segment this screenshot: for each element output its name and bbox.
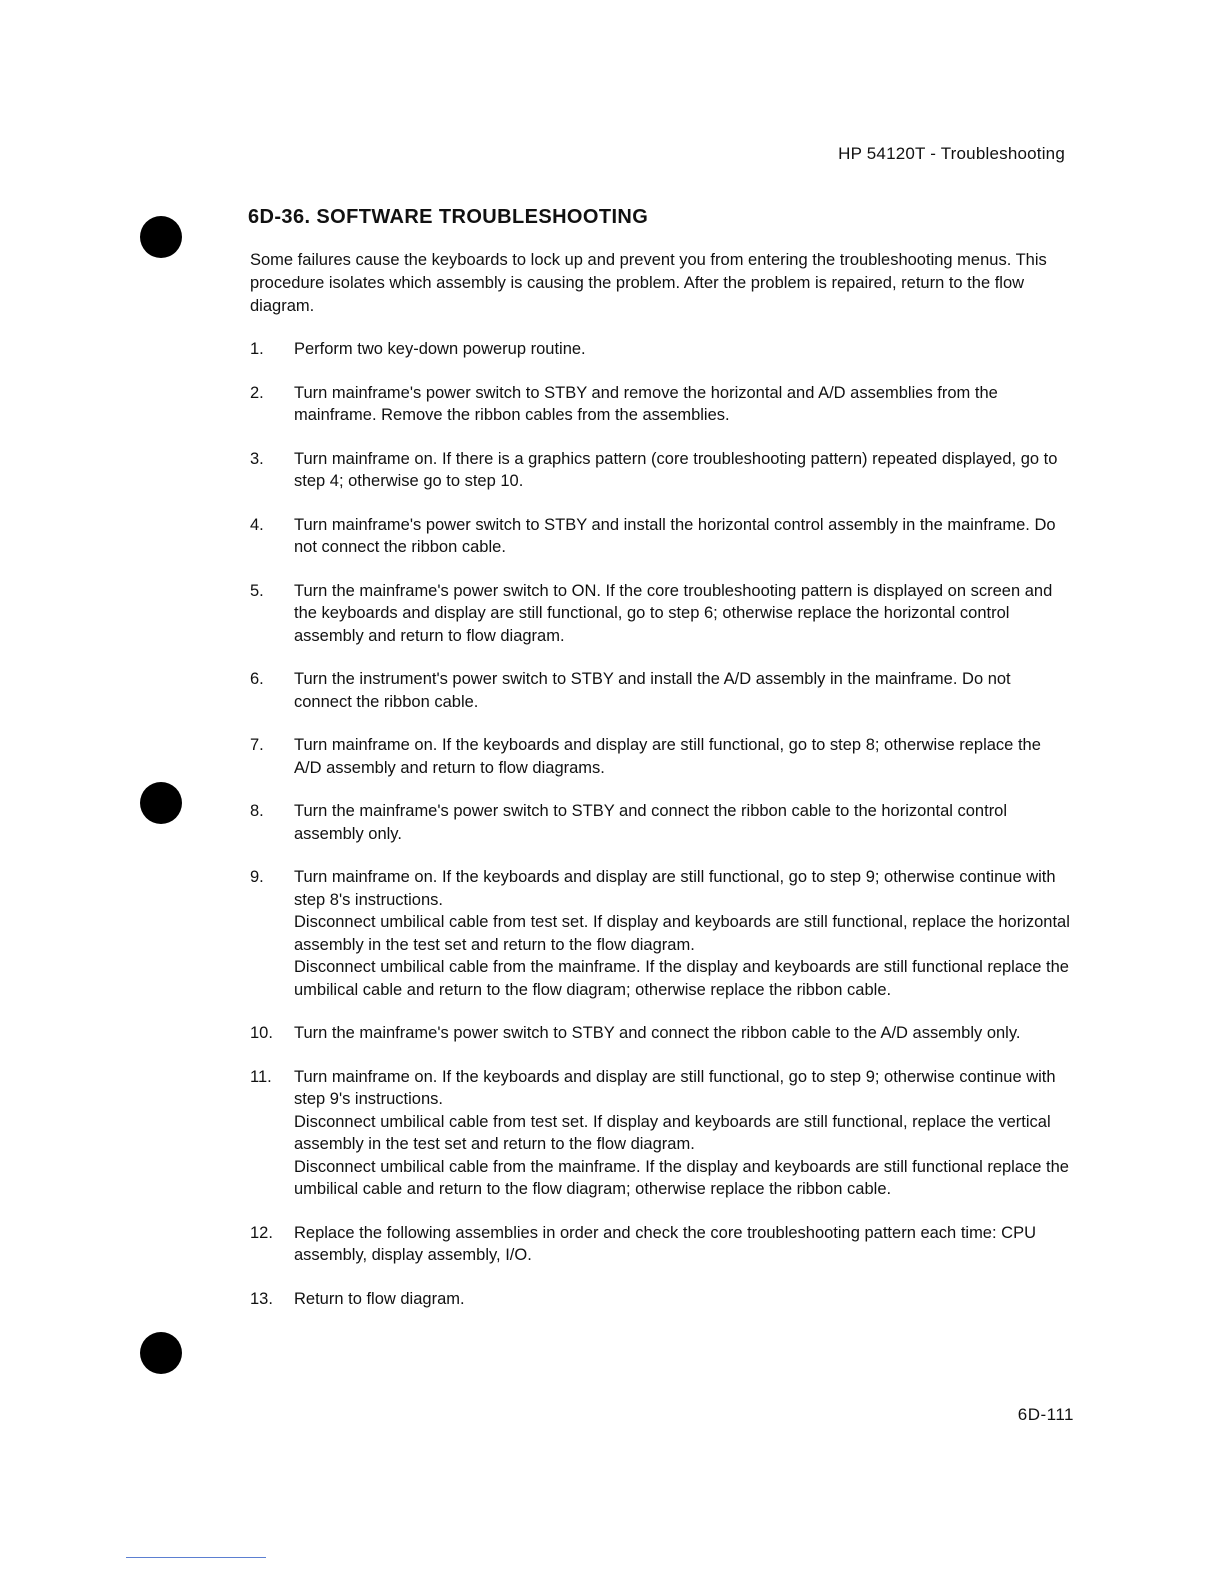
step-number: 1.: [250, 340, 264, 358]
step-substep: Disconnect umbilical cable from test set. If display and keyboards are still functional, replace the horizontal assembly in the test set and return to the flow diagram.: [294, 913, 1070, 954]
procedure-step: [250, 448, 1070, 493]
procedure-step: [250, 1022, 1070, 1045]
procedure-step: [250, 514, 1070, 559]
step-substep: Disconnect umbilical cable from test set. If display and keyboards are still functional, replace the vertical assembly in the test set and return to the flow diagram.: [294, 1112, 1051, 1153]
step-text: Turn mainframe on. If the keyboards and display are still functional, go to step 9; otherwise continue with step 8's instructions.: [294, 868, 1056, 909]
step-number: 2.: [250, 383, 264, 402]
scan-edge-line: [126, 1557, 266, 1558]
procedure-step: [250, 866, 1070, 1001]
binder-hole-punch: [140, 216, 182, 258]
step-text: Turn mainframe on. If there is a graphics pattern (core troubleshooting pattern) repeated displayed, go to step 4; otherwise go to step 10.: [294, 449, 1058, 490]
step-text: Turn the mainframe's power switch to STBY and connect the ribbon cable to the A/D assembly only.: [294, 1024, 1021, 1042]
step-text: Turn the mainframe's power switch to STBY and connect the ribbon cable to the horizontal control assembly only.: [294, 802, 1008, 843]
step-text: Turn mainframe on. If the keyboards and display are still functional, go to step 8; otherwise replace the A/D assembly and return to flow diagrams.: [294, 736, 1041, 777]
step-text: Turn the instrument's power switch to STBY and install the A/D assembly in the mainframe. Do not connect the ribbon cable.: [294, 670, 1011, 711]
step-number: 4.: [250, 515, 264, 534]
step-number: 8.: [250, 802, 264, 820]
binder-hole-punch: [140, 1332, 182, 1374]
procedure-step: [250, 1288, 1070, 1311]
step-substep: Disconnect umbilical cable from the mainframe. If the display and keyboards are still functional replace the umbilical cable and return to the flow diagram; otherwise replace the ribbon cable.: [294, 958, 1069, 999]
step-number: 5.: [250, 581, 264, 600]
procedure-step: [250, 668, 1070, 713]
procedure-steps: [250, 338, 1070, 1331]
procedure-step: [250, 338, 1070, 361]
running-header: HP 54120T - Troubleshooting: [838, 144, 1065, 163]
procedure-step: [250, 1066, 1070, 1201]
step-number: 13.: [250, 1289, 273, 1308]
intro-paragraph: Some failures cause the keyboards to lock up and prevent you from entering the troubleshooting menus. This procedure isolates which assembly is causing the problem. After the problem is repaired, return to the flow diagram.: [250, 251, 1047, 315]
step-substep: Disconnect umbilical cable from the mainframe. If the display and keyboards are still functional replace the umbilical cable and return to the flow diagram; otherwise replace the ribbon cable.: [294, 1157, 1069, 1198]
step-number: 9.: [250, 868, 264, 886]
procedure-step: [250, 382, 1070, 427]
step-number: 7.: [250, 736, 264, 754]
step-text: Turn mainframe's power switch to STBY and install the horizontal control assembly in the mainframe. Do not connect the ribbon cable.: [294, 515, 1056, 556]
section-title: 6D-36. SOFTWARE TROUBLESHOOTING: [248, 206, 649, 228]
binder-hole-punch: [140, 782, 182, 824]
step-text: Replace the following assemblies in order and check the core troubleshooting pattern each time: CPU assembly, display assembly, I/O.: [294, 1223, 1036, 1264]
step-number: 3.: [250, 449, 264, 468]
step-number: 12.: [250, 1223, 273, 1242]
step-number: 10.: [250, 1024, 273, 1042]
step-text: Turn mainframe's power switch to STBY and remove the horizontal and A/D assemblies from the mainframe. Remove the ribbon cables from the assemblies.: [294, 383, 998, 424]
step-text: Return to flow diagram.: [294, 1289, 465, 1308]
procedure-step: [250, 1222, 1070, 1267]
procedure-step: [250, 734, 1070, 779]
page-number: 6D-111: [1017, 1405, 1074, 1424]
step-text: Turn the mainframe's power switch to ON. If the core troubleshooting pattern is displayed on screen and the keyboards and display are still functional, go to step 6; otherwise replace the horizontal control assembly and return to flow diagram.: [294, 581, 1053, 645]
procedure-step: [250, 800, 1070, 845]
step-number: 11.: [250, 1067, 272, 1086]
step-number: 6.: [250, 670, 264, 688]
step-text: Turn mainframe on. If the keyboards and display are still functional, go to step 9; otherwise continue with step 9's instructions.: [294, 1067, 1056, 1108]
procedure-step: [250, 580, 1070, 648]
step-text: Perform two key-down powerup routine.: [294, 340, 586, 358]
